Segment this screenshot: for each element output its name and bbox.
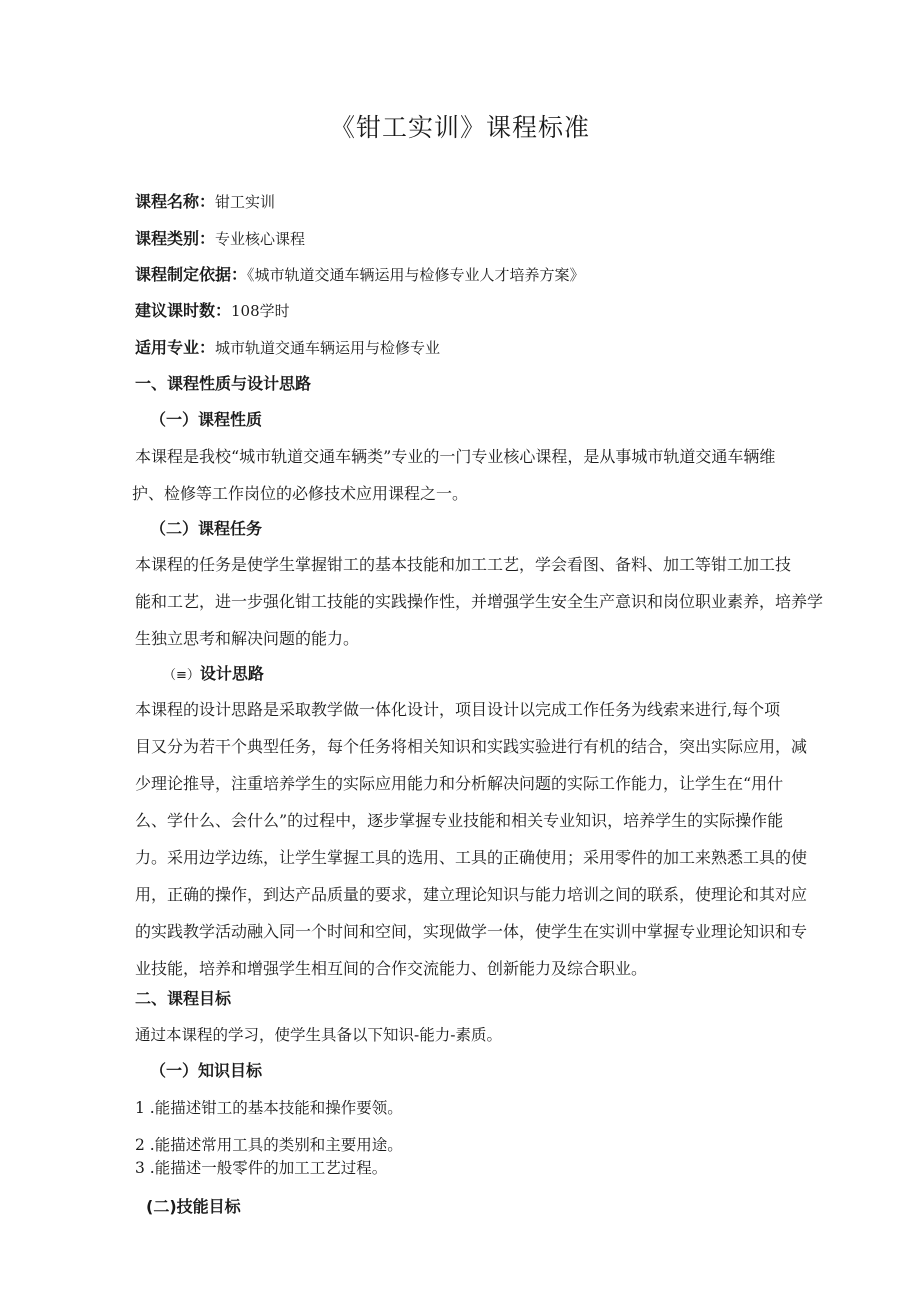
- section1-sub1-paragraph: [132, 438, 825, 512]
- paragraph-line: 力。采用边学边练，让学生掌握工具的选用、工具的正确使用；采用零件的加工来熟悉工具的使: [135, 848, 808, 867]
- meta-course-category: [135, 228, 305, 250]
- paragraph-line: 本课程是我校“城市轨道交通车辆类”专业的一门专业核心课程，是从事城市轨道交通车辆维: [135, 447, 776, 466]
- section1-sub3-paragraph: [135, 691, 825, 987]
- paragraph-line: 生独立思考和解决问题的能力。: [135, 629, 360, 648]
- meta-label: 课程制定依据：: [135, 265, 248, 284]
- paragraph-line: 目又分为若干个典型任务，每个任务将相关知识和实践实验进行有机的结合，突出实际应用，减: [135, 737, 808, 756]
- heading-text: 设计思路: [199, 664, 264, 683]
- section2-sub2-heading: (二)技能目标: [146, 1197, 241, 1216]
- section2-intro: 通过本课程的学习，使学生具备以下知识-能力-素质。: [135, 1026, 502, 1044]
- section1-sub3-heading: [163, 663, 264, 687]
- meta-value: 城市轨道交通车辆运用与检修专业: [215, 339, 441, 357]
- meta-label: 课程名称：: [135, 192, 216, 211]
- knowledge-item: 2 .能描述常用工具的类别和主要用途。: [135, 1136, 403, 1154]
- paragraph-line: 能和工艺，进一步强化钳工技能的实践操作性，并增强学生安全生产意识和岗位职业素养，培养学: [135, 592, 824, 611]
- meta-label: 适用专业：: [135, 338, 216, 357]
- paragraph-line: 护、检修等工作岗位的必修技术应用课程之一。: [132, 484, 469, 503]
- paragraph-line: 本课程的设计思路是采取教学做一体化设计，项目设计以完成工作任务为线索来进行,每个项: [135, 700, 781, 719]
- section2-heading: 二、课程目标: [135, 989, 232, 1008]
- section1-sub2-heading: （二）课程任务: [150, 519, 263, 538]
- paragraph-line: 用，正确的操作，到达产品质量的要求，建立理论知识与能力培训之间的联系，使理论和其对应: [135, 885, 808, 904]
- meta-value: 专业核心课程: [215, 230, 306, 248]
- section1-sub1-heading: （一）课程性质: [150, 410, 263, 429]
- meta-value: 《城市轨道交通车辆运用与检修专业人才培养方案》: [247, 266, 585, 284]
- knowledge-item: 1 .能描述钳工的基本技能和操作要领。: [135, 1099, 403, 1117]
- meta-label: 课程类别：: [135, 229, 216, 248]
- meta-course-name: [135, 191, 275, 213]
- paragraph-line: 业技能，培养和增强学生相互间的合作交流能力、创新能力及综合职业。: [135, 959, 648, 978]
- section1-heading: 一、课程性质与设计思路: [135, 374, 312, 393]
- paragraph-line: 少理论推导，注重培养学生的实际应用能力和分析解决问题的实际工作能力，让学生在“用什: [135, 774, 784, 793]
- knowledge-item: 3 .能描述一般零件的加工工艺过程。: [135, 1159, 388, 1177]
- section1-sub2-paragraph: [135, 546, 825, 657]
- paragraph-line: 本课程的任务是使学生掌握钳工的基本技能和加工工艺，学会看图、备料、加工等钳工加工技: [135, 555, 792, 574]
- heading-numeral: （≡）: [163, 668, 200, 683]
- meta-label: 建议课时数：: [135, 301, 232, 320]
- meta-value: 钳工实训: [215, 193, 276, 211]
- meta-basis: [135, 264, 585, 286]
- paragraph-line: 么、学什么、会什么”的过程中，逐步掌握专业技能和相关专业知识，培养学生的实际操作能: [135, 811, 784, 830]
- meta-value: 108学时: [231, 302, 290, 320]
- paragraph-line: 的实践教学活动融入同一个时间和空间，实现做学一体，使学生在实训中掌握专业理论知识和专: [135, 922, 808, 941]
- document-title: 《钳工实训》课程标准: [329, 113, 590, 142]
- meta-hours: [135, 300, 290, 322]
- section2-sub1-heading: （一）知识目标: [150, 1061, 263, 1080]
- meta-major: [135, 337, 440, 359]
